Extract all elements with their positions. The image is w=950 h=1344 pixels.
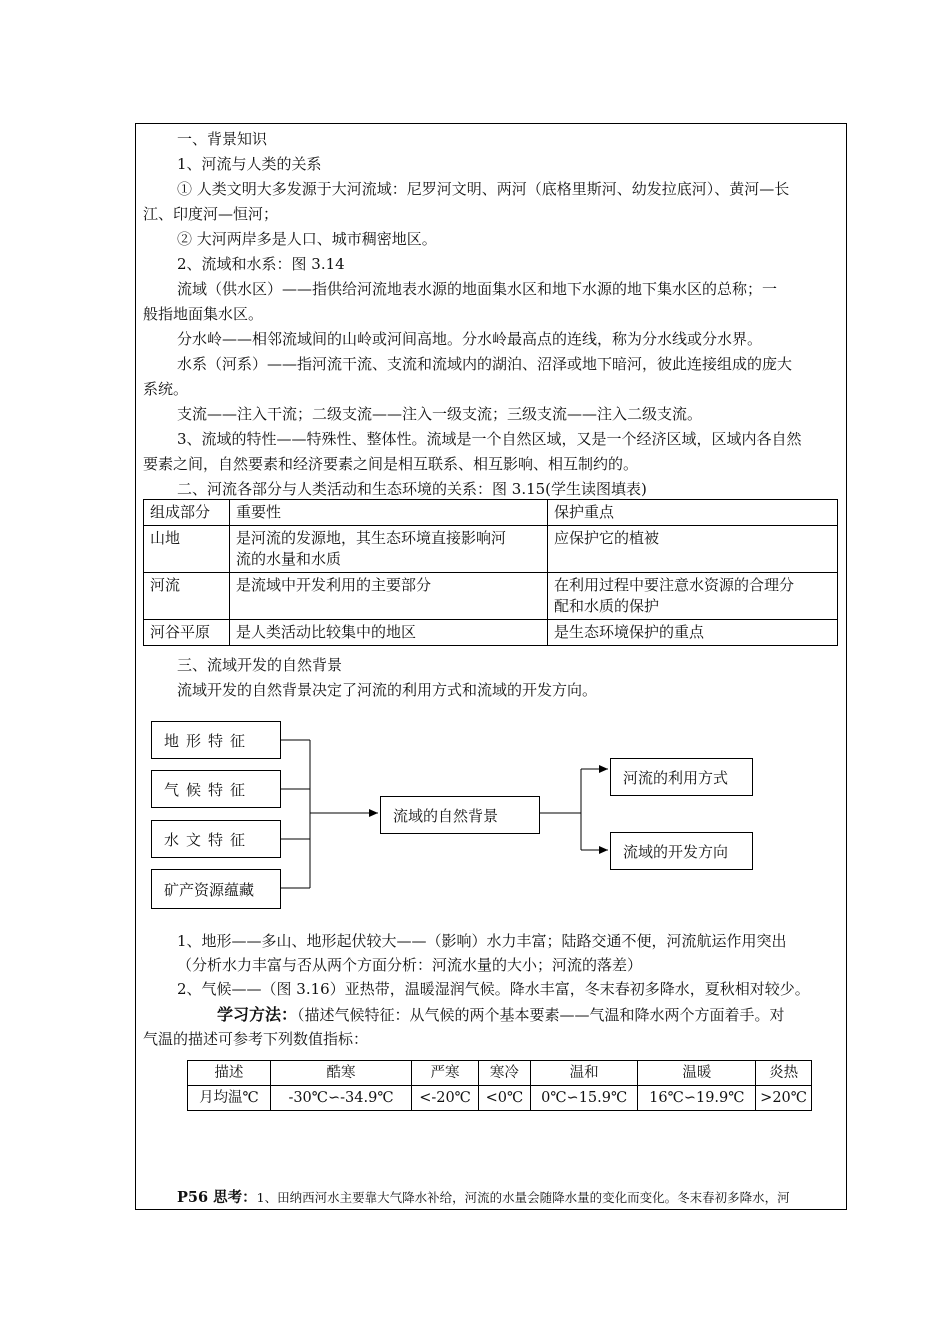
text-line: 分水岭——相邻流域间的山岭或河间高地。分水岭最高点的连线，称为分水线或分水界。	[177, 330, 763, 348]
text-line: 1、河流与人类的关系	[177, 155, 322, 173]
text-line: 流域（供水区）——指供给河流地表水源的地面集水区和地下水源的地下集水区的总称；一	[177, 280, 778, 298]
study-method-text: （描述气候特征：从气候的两个基本要素——气温和降水两个方面着手。对	[297, 1006, 785, 1024]
table-cell: 16℃∽19.9℃	[638, 1086, 756, 1111]
diagram-box-minerals: 矿产资源蕴藏	[151, 869, 281, 909]
table-cell: 温和	[530, 1061, 638, 1086]
footer-line	[177, 1187, 790, 1208]
table-cell: >20℃	[756, 1086, 812, 1111]
table-cell: <-20℃	[412, 1086, 479, 1111]
text-line: 要素之间，自然要素和经济要素之间是相互联系、相互影响、相互制约的。	[143, 455, 639, 473]
table-cell: 河谷平原	[144, 620, 230, 646]
text-line: （分析水力丰富与否从两个方面分析：河流水量的大小；河流的落差）	[177, 956, 643, 974]
table-cell: <0℃	[478, 1086, 530, 1111]
table-cell: 描述	[188, 1061, 271, 1086]
diagram-box-terrain: 地形特征	[151, 721, 281, 759]
table-cell: 月均温℃	[188, 1086, 271, 1111]
table-cell: 0℃∽15.9℃	[530, 1086, 638, 1111]
table-cell: 组成部分	[144, 500, 230, 526]
text-line: 1、地形——多山、地形起伏较大——（影响）水力丰富；陆路交通不便，河流航运作用突出	[177, 932, 787, 950]
table-cell: 河流	[144, 573, 230, 620]
diagram-box-natural-background: 流域的自然背景	[380, 796, 540, 834]
temperature-table	[187, 1060, 812, 1111]
cell-line: 配和水质的保护	[554, 597, 660, 615]
table-cell: -30℃∽-34.9℃	[270, 1086, 411, 1111]
text-line: 2、气候——（图 3.16）亚热带，温暖湿润气候。降水丰富，冬末春初多降水，夏秋相对较少。	[177, 980, 810, 998]
heading-2: 二、河流各部分与人类活动和生态环境的关系：图 3.15(学生读图填表)	[177, 480, 647, 498]
text-line: 流域开发的自然背景决定了河流的利用方式和流域的开发方向。	[177, 681, 598, 699]
diagram-box-hydrology: 水文特征	[151, 820, 281, 858]
text-line: 水系（河系）——指河流干流、支流和流域内的湖泊、沼泽或地下暗河，彼此连接组成的庞大	[177, 355, 793, 373]
text-line: 江、印度河—恒河；	[143, 205, 279, 223]
text-line: 支流——注入干流；二级支流——注入一级支流；三级支流——注入二级支流。	[177, 405, 703, 423]
text-line: 系统。	[143, 380, 189, 398]
cell-line: 是人类活动比较集中的地区	[236, 623, 417, 641]
text-line: 般指地面集水区。	[143, 305, 264, 323]
text-line: ② 大河两岸多是人口、城市稠密地区。	[177, 230, 437, 248]
diagram-box-climate: 气候特征	[151, 770, 281, 808]
table-cell: 重要性	[230, 500, 548, 526]
cell-line: 应保护它的植被	[554, 529, 660, 547]
text-line: ① 人类文明大多发源于大河流域：尼罗河文明、两河（底格里斯河、幼发拉底河）、黄河—长	[177, 180, 790, 198]
table-cell: 酷寒	[270, 1061, 411, 1086]
heading-3: 三、流域开发的自然背景	[177, 656, 343, 674]
cell-line: 是河流的发源地，其生态环境直接影响河	[236, 529, 507, 547]
text-line	[217, 1005, 785, 1025]
cell-line: 是流域中开发利用的主要部分	[236, 576, 432, 594]
heading-1: 一、背景知识	[177, 130, 268, 148]
cell-line: 流的水量和水质	[236, 550, 342, 568]
table-cell: 山地	[144, 526, 230, 573]
table-header-row	[188, 1061, 812, 1086]
p56-label: P56 思考：	[177, 1189, 257, 1206]
cell-line: 是生态环境保护的重点	[554, 623, 705, 641]
table-cell: 寒冷	[478, 1061, 530, 1086]
table-cell: 保护重点	[548, 500, 838, 526]
table-row	[188, 1086, 812, 1111]
diagram-box-basin-development: 流域的开发方向	[610, 832, 753, 870]
study-method-label: 学习方法：	[217, 1005, 298, 1024]
table-cell: 炎热	[756, 1061, 812, 1086]
table-cell: 温暖	[638, 1061, 756, 1086]
text-line: 3、流域的特性——特殊性、整体性。流域是一个自然区域，又是一个经济区域，区域内各自然	[177, 430, 802, 448]
cell-line: 在利用过程中要注意水资源的合理分	[554, 576, 795, 594]
text-line: 气温的描述可参考下列数值指标：	[143, 1030, 369, 1048]
p56-text: 1、田纳西河水主要靠大气降水补给，河流的水量会随降水量的变化而变化。冬末春初多降水，河	[256, 1190, 790, 1205]
diagram-box-river-use: 河流的利用方式	[610, 758, 753, 796]
text-line: 2、流域和水系：图 3.14	[177, 255, 345, 273]
table-cell: 严寒	[412, 1061, 479, 1086]
